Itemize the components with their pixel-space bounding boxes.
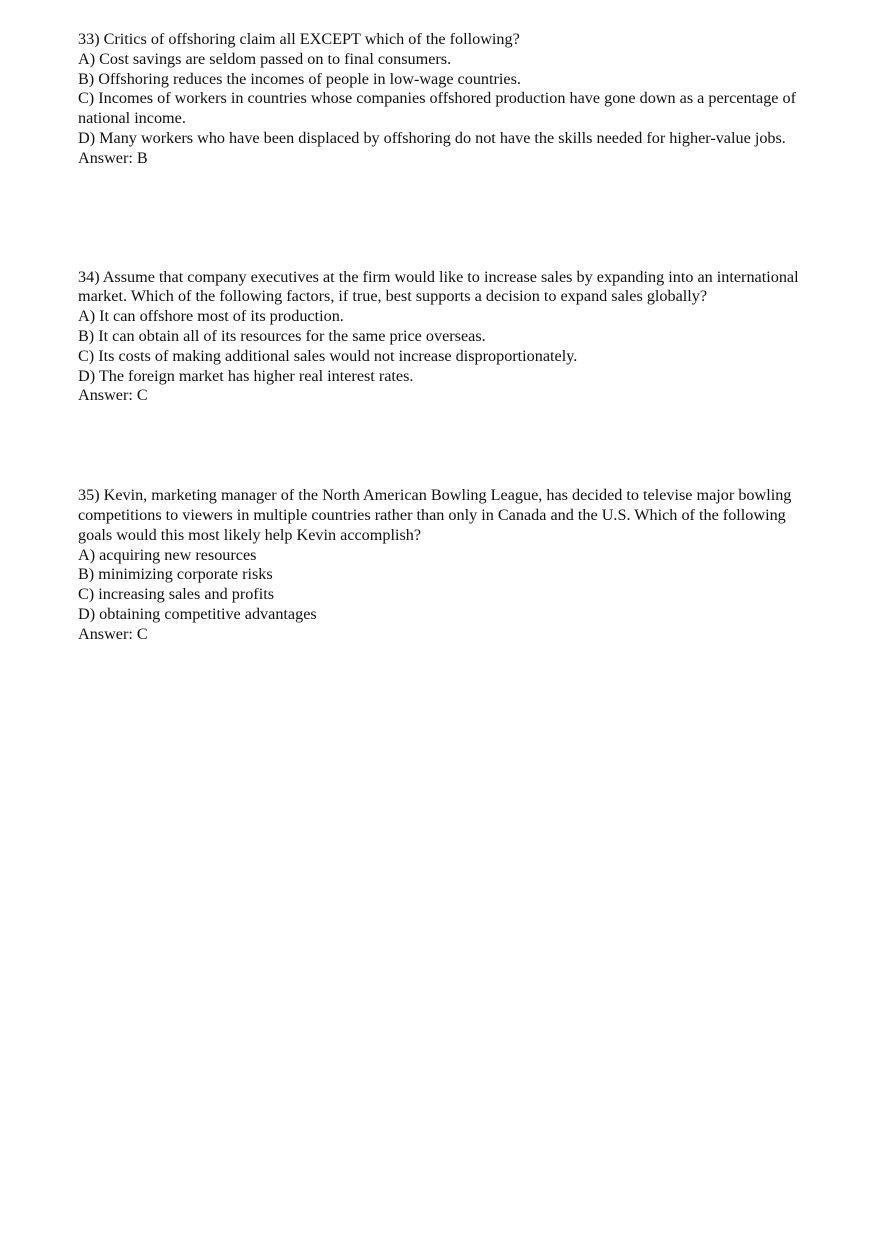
- document-page: [78, 30, 818, 645]
- option-d: D) obtaining competitive advantages: [78, 604, 317, 623]
- option-b: B) It can obtain all of its resources for the same price overseas.: [78, 326, 486, 345]
- question-stem: 35) Kevin, marketing manager of the North American Bowling League, has decided to televise major bowling competitions to viewers in multiple countries rather than only in Canada and the U.S. Which of the following goals would this most likely help Kevin accomplish?: [78, 486, 792, 544]
- option-c: C) increasing sales and profits: [78, 585, 274, 604]
- option-b: B) Offshoring reduces the incomes of people in low-wage countries.: [78, 69, 521, 88]
- option-d: D) Many workers who have been displaced by offshoring do not have the skills needed for higher-value jobs.: [78, 128, 786, 147]
- option-b: B) minimizing corporate risks: [78, 565, 273, 584]
- option-c: C) Incomes of workers in countries whose companies offshored production have gone down as a percentage of national income.: [78, 89, 797, 128]
- question-stem: 34) Assume that company executives at the firm would like to increase sales by expanding into an international market. Which of the following factors, if true, best supports a decision to expand sales globally?: [78, 267, 799, 306]
- option-c: C) Its costs of making additional sales would not increase disproportionately.: [78, 346, 578, 365]
- question-33: [78, 30, 818, 169]
- question-stem: 33) Critics of offshoring claim all EXCEPT which of the following?: [78, 30, 520, 48]
- answer: Answer: B: [78, 148, 148, 167]
- answer: Answer: C: [78, 386, 148, 405]
- option-a: A) It can offshore most of its production.: [78, 307, 344, 326]
- question-35: [78, 486, 818, 644]
- question-34: [78, 268, 818, 407]
- option-a: A) acquiring new resources: [78, 545, 257, 564]
- option-d: D) The foreign market has higher real interest rates.: [78, 366, 414, 385]
- option-a: A) Cost savings are seldom passed on to final consumers.: [78, 49, 452, 68]
- answer: Answer: C: [78, 624, 148, 643]
